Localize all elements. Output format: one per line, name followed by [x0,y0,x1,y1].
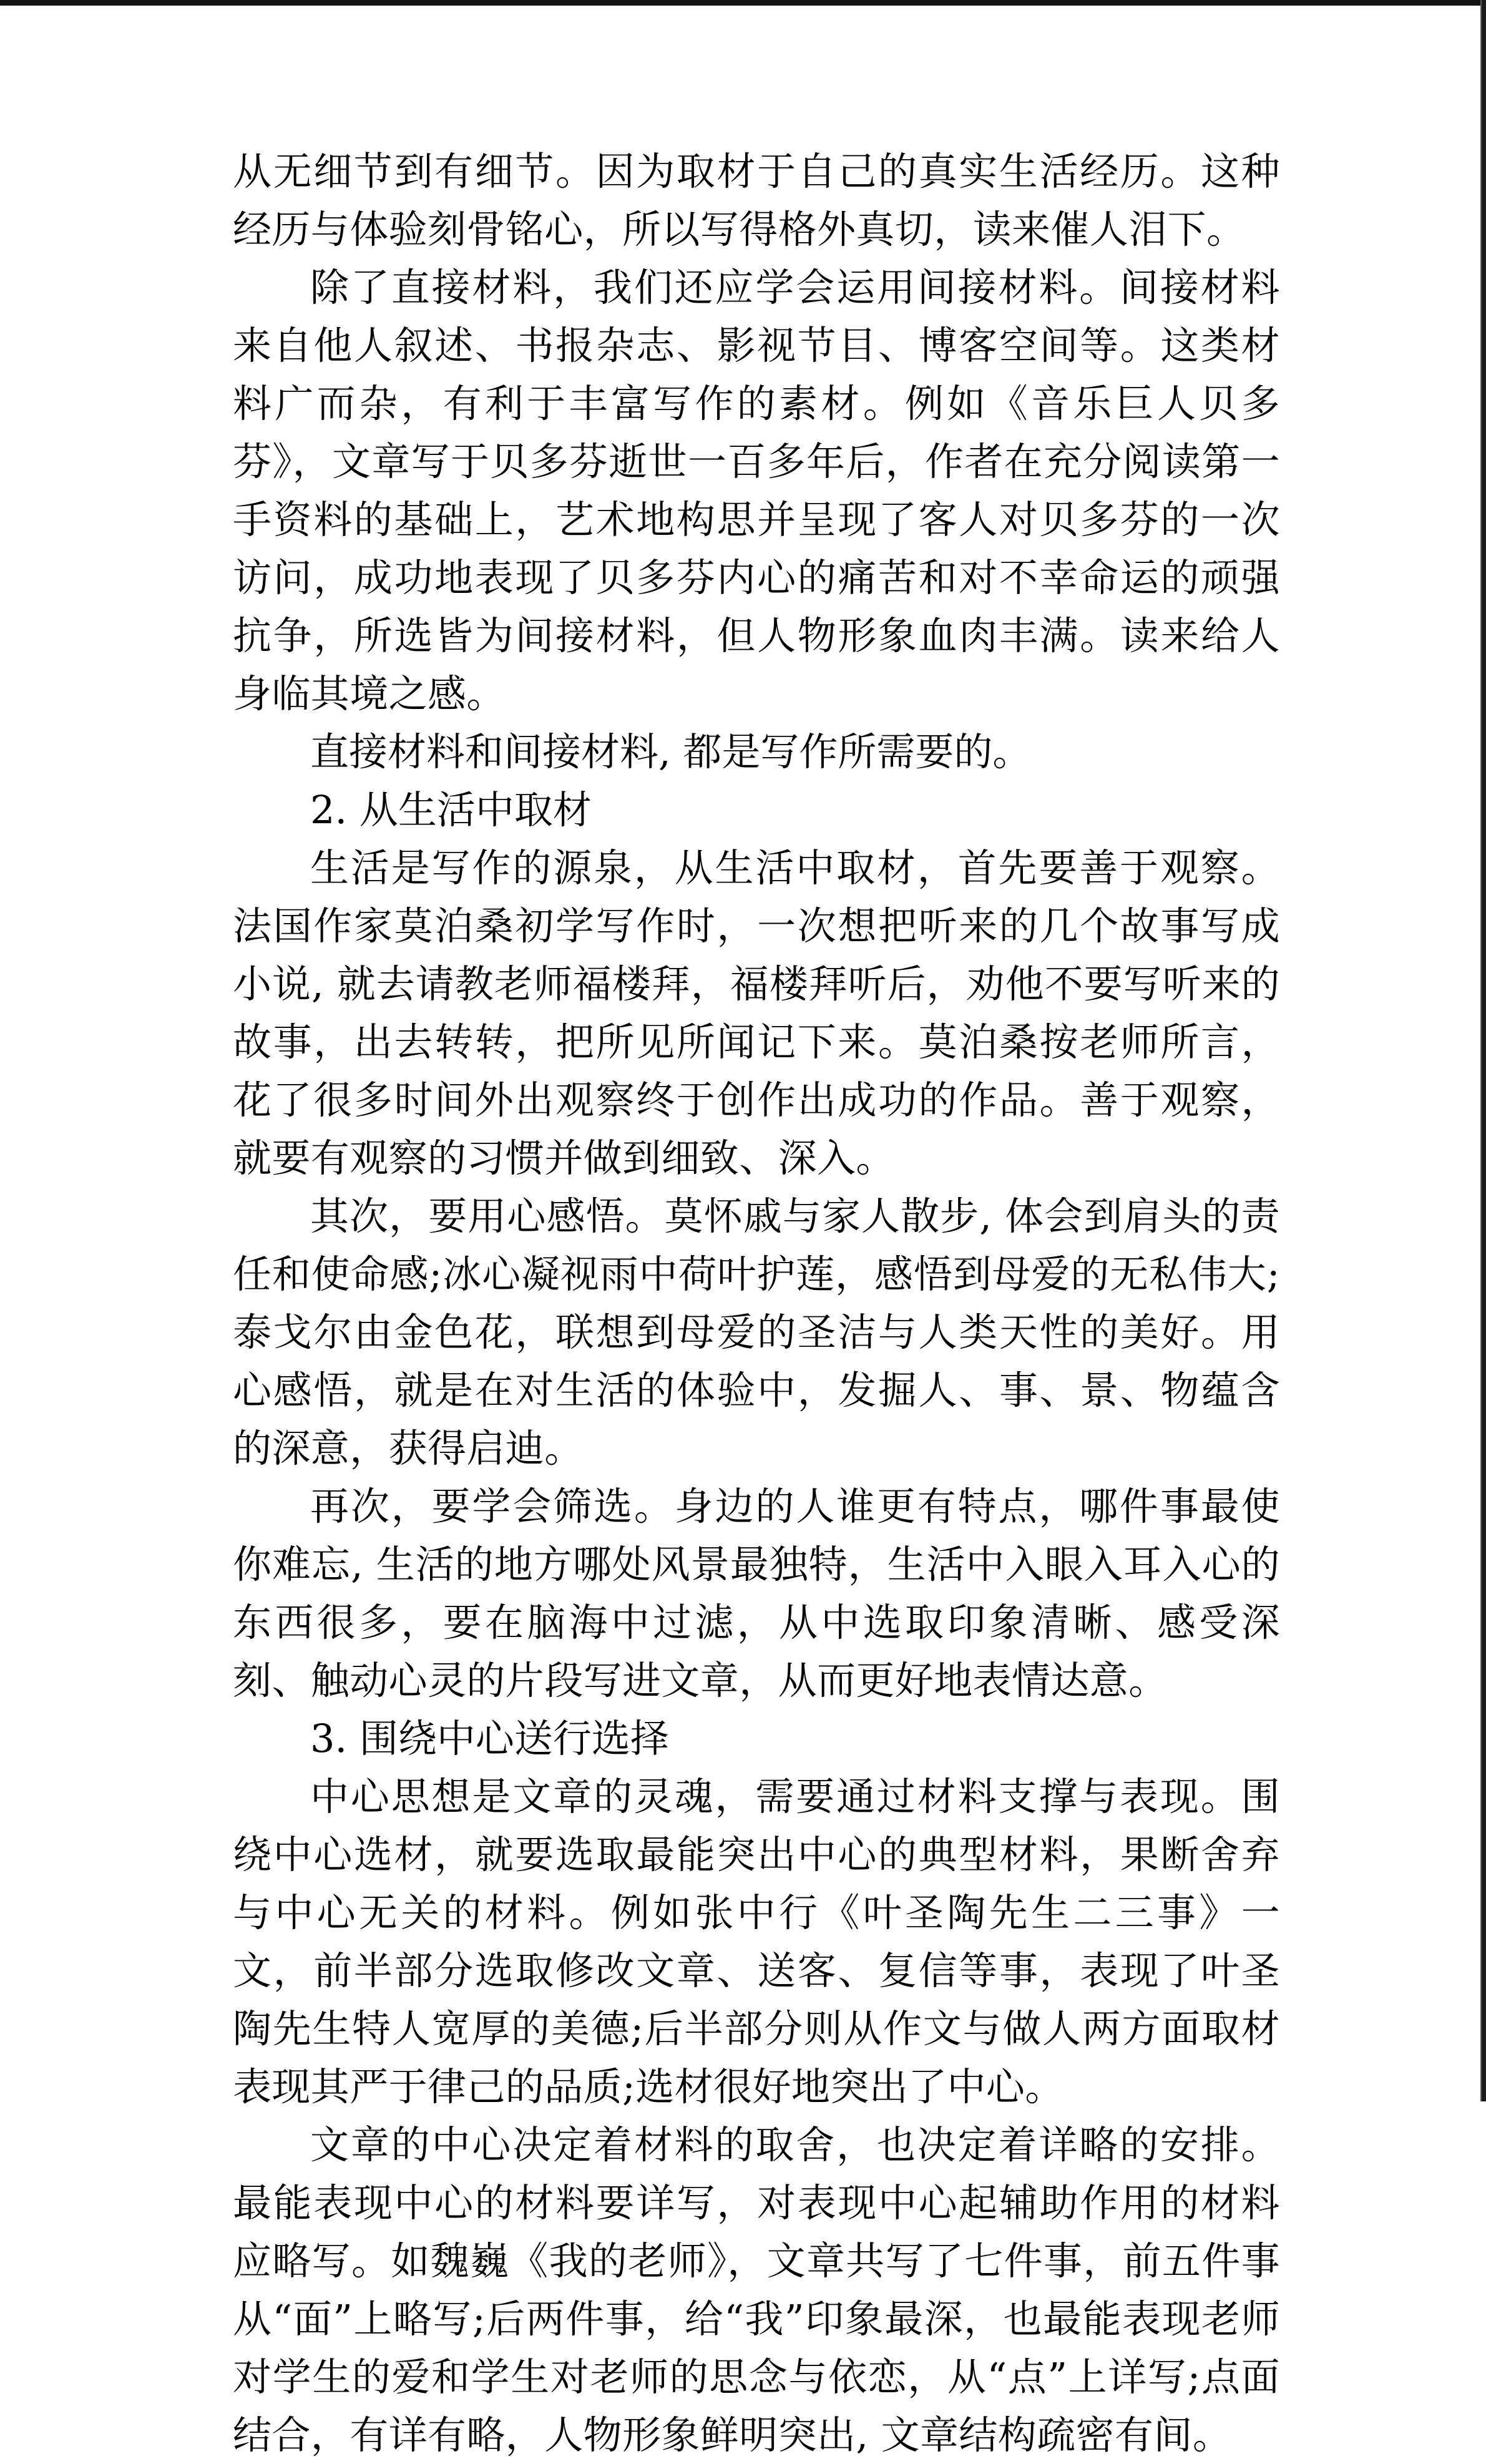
section-heading-3: 3. 围绕中心送行选择 [310,1716,669,1761]
paragraph: 其次，要用心感悟。莫怀戚与家人散步, 体会到肩头的责任和使命感;冰心凝视雨中荷叶护莲，感悟到母爱的无私伟大;泰戈尔由金色花，联想到母爱的圣洁与人类天性的美好。用心感悟，就是在对生活的体验中，发掘人、事、景、物蕴含的深意，获得启迪。 [233,1193,1280,1471]
paragraph: 再次，要学会筛选。身边的人谁更有特点，哪件事最使你难忘, 生活的地方哪处风景最独特，生活中入眼入耳入心的东西很多，要在脑海中过滤，从中选取印象清晰、感受深刻、触动心灵的片段写进文章，从而更好地表情达意。 [233,1484,1280,1703]
paragraph: 除了直接材料，我们还应学会运用间接材料。间接材料来自他人叙述、书报杂志、影视节目、博客空间等。这类材料广而杂，有利于丰富写作的素材。例如《音乐巨人贝多芬》，文章写于贝多芬逝世一百多年后，作者在充分阅读第一手资料的基础上，艺术地构思并呈现了客人对贝多芬的一次访问，成功地表现了贝多芬内心的痛苦和对不幸命运的顽强抗争，所选皆为间接材料，但人物形象血肉丰满。读来给人身临其境之感。 [233,265,1280,716]
paragraph: 文章的中心决定着材料的取舍，也决定着详略的安排。最能表现中心的材料要详写，对表现中心起辅助作用的材料应略写。如魏巍《我的老师》，文章共写了七件事，前五件事从“面”上略写;后两件事，给“我”印象最深，也最能表现老师对学生的爱和学生对老师的思念与依恋，从“点”上详写;点面结合，有详有略，人物形象鲜明突出, 文章结构疏密有间。 [233,2122,1280,2458]
paragraph: 从无细节到有细节。因为取材于自己的真实生活经历。这种经历与体验刻骨铭心，所以写得格外真切，读来催人泪下。 [233,149,1280,252]
scan-edge-right [1482,0,1486,2101]
paragraph: 中心思想是文章的灵魂，需要通过材料支撑与表现。围绕中心选材，就要选取最能突出中心的典型材料，果断舍弃与中心无关的材料。例如张中行《叶圣陶先生二三事》一文，前半部分选取修改文章、送客、复信等事，表现了叶圣陶先生特人宽厚的美德;后半部分则从作文与做人两方面取材表现其严于律己的品质;选材很好地突出了中心。 [233,1774,1280,2110]
paragraph: 生活是写作的源泉，从生活中取材，首先要善于观察。法国作家莫泊桑初学写作时，一次想把听来的几个故事写成小说, 就去请教老师福楼拜，福楼拜听后，劝他不要写听来的故事，出去转转，把所见所闻记下来。莫泊桑按老师所言，花了很多时间外出观察终于创作出成功的作品。善于观察，就要有观察的习惯并做到细致、深入。 [233,845,1280,1181]
document-body [233,142,1280,2464]
section-heading-2: 2. 从生活中取材 [310,787,592,833]
scan-edge-top [0,0,1486,6]
paragraph: 直接材料和间接材料, 都是写作所需要的。 [310,729,1032,775]
